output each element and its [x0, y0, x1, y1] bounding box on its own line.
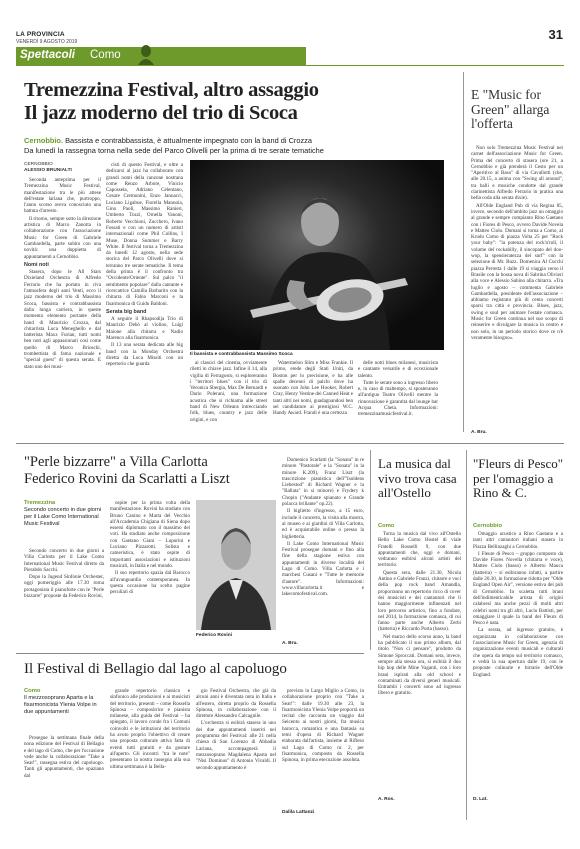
bellagio-kicker: Como: [24, 688, 41, 694]
fleurs-p3: La serata, ad ingresso gratuito, è organizzata in collaborazione con l'associazione Music for Green, agenzia di organizzazione eventi musicali e culturali che opera da tempo sul territorio comasco, e vedrà la sua apertura dalle 19, con le proposte culinarie e birrarie dell'Olde England.: [473, 627, 563, 678]
main-headline-1: Tremezzina Festival, altro assaggio: [24, 79, 319, 101]
main-col-3: [190, 360, 267, 435]
section-rule: [16, 65, 564, 66]
main-col3-p1: ai classici del cinema, ovviamente riletti in chiave jazz. Infine il 14, alla vigilia di Ferragosto, si esploreranno i "territori blues" con il trio di Veronica Sbergia, Max De Bernardi e Dario Polerani, una formazione acustica che si richiama alle street band di New Orleans intrecciando folk, blues, country e jazz delle origini, e con: [190, 360, 267, 423]
main-col2-p3: Il 13 una serata dedicata alle big band con la Monday Orchestra diretta da Luca Missiti con un repertorio che guarda: [106, 342, 183, 368]
issue-date: VENERDÌ 9 AGOSTO 2019: [16, 39, 78, 45]
perle-signature: A. Bru.: [282, 641, 298, 646]
section-bar: [16, 47, 306, 65]
perle-headline-1: "Perle bizzarre" a Villa Carlotta: [24, 454, 208, 470]
deck-line-2: Da lunedì la rassegna torna nella sede del Parco Olivelli per la prima di tre serate tematiche: [24, 145, 324, 155]
page-number: 31: [548, 27, 563, 42]
main-col1-p2: Il ritorno, sempre sotto la direzione artistica di Marco Zanotta in collaborazione con l'associazione Music for Green di Gabriele Gambardella, parte subito con una novità: una doppietta di appuntamenti a Cernobbio.: [24, 215, 101, 260]
bellagio-col4-p1: previsto in Largo Miglio a Como, in collaborazione proprio con "Take a Seat!": dalle 19.30 alle 23, la fisarmonicista Ylenia Volpe proporrà un recital che racconta un viaggio dal Seicento ai nostri giorni, fra musica barocca, romantica e una fantasia su temi d'opera di Richard Wagner elaborata dall'artista, insieme al Rifleso sul Lago di Como nr. 2, per fisarmonica, composto da Rossella Spinosa, in prima esecuzione assoluta.: [282, 688, 364, 764]
byline-author: ALESSIO BRUNIALTI: [24, 168, 72, 173]
sidebar-signature: A. Bru.: [471, 430, 487, 435]
main-col2-p1: cisti di questo Festival, e oltre a dedicarsi al jazz ha collaborato con grandi nomi della canzone nostrana come Renzo Arbore, Vinicio Capossela, Adriano Celentano, Cesare Cremonini, Enzo Jannacci, Luciano Ligabue, Fiorella Mannoia, Gino Paoli, Massimo Ranieri, Umberto Tozzi, Ornella Vanoni, Roberto Vecchioni, Zucchero, Ivano Fossati e con un numero di artisti internazionali come Phil Collins, I Muse, Donna Summer e Barry White. Il festival torna a Tremezzina da lunedì 12 agosto, nella sede storica del Parco Olivelli dove si terranno tre serate tematiche. Il tema della prima è il confronto tra "Occidente/Oriente". Sul palco "il sentimento popolare" dalla cantante e ricercatrice Camilla Barbarito con la chitarra di Fabio Marconi e la fisarmonica di Guido Baldoni.: [106, 162, 183, 307]
deck-text: Bassista e contrabbassista, è attualmente impegnato con la band di Crozza: [65, 136, 312, 145]
bellagio-col2-p1: grande repertorio classico e sinfonico alle produzioni e ai musicisti del territorio, presenti – come Rossella Spinosa – compositrice e pianista milanese, alla guida del Festival – ha spiegato, il lavoro corale fra i Comuni coinvolti e le istituzioni del territorio ha avuto proprio l'obiettivo di creare una proposta culturale attiva fatta di eventi tutti gratuiti e da gustare all'aperto. Gli incontri "tra le note" presentano la nostra rassegna alla sua ultima settimana è la Bella-: [110, 688, 190, 770]
ostello-p3: Nel marzo dello scorso anno, la band ha pubblicato il suo primo album, dal titolo "Non ci pensare", prodotto da Simone Sproccati. Domani sera, invece, sempre alla stessa ora, si esibirà il duo hip hop delle Mine Vaganti, con i loro brani ispirati alla old school e contaminati da diversi generi musicali. Entrambi i concerti sono ad ingresso libero e gratuito.: [378, 633, 461, 697]
main-col-1: [24, 177, 101, 369]
perle-col3-p1: Domenico Scarlatti (la "Sonata" in re minore "Pastorale" e la "Sonata" in la minore K.209), Franz Liszt (la trascrizione pianistica dell'"Isoldens Liebestod" di Richard Wagner e la "Ballata" in si minore) e Frydery k Chopin ("Andante spianato e Grande polacca brillante" op.22).: [282, 457, 364, 508]
main-photo-caption: Il bassista e contrabbassista Massimo Scoca: [190, 352, 293, 357]
pianist-photo: [196, 500, 276, 630]
perle-col-2: [110, 500, 190, 642]
rule-bellagio: [16, 653, 364, 654]
perle-col1-p1: Secondo concerto in due giorni a Villa Carlotta per il Lake Como International Music Festival diretto da Pierabdo Sacchi.: [24, 548, 104, 573]
section-name: Spettacoli: [20, 49, 75, 61]
main-photo: [190, 160, 444, 350]
sidebar-p2: All'Olde England Pub di via Regina 85, invece, secondo dell'ambito jazz un omaggio al grande e sempre compianto Rino Gaetano con i Fiores di Pesco, ovvero Davide Novela e Matteo Ciolo. Domani si torna a Como, al Krudo Como di piazza Volta 25 per "Rock your baby": "la potenza del rock'n'roll, il volume del rockabilly, il sincopato del doo-wop, la spensieratezza del surf" con la selezione di Mr. Buzz. Domenica Al Cucchi piazza Perretta 1 dalle 19 si viaggia verso il Brasile con la bossa nova di Sabrina Olivieri alla voce e Alessio Sabino alla chitarra. «Tra luglio e agosto – commenta Gabriele Gambardella, presidente dell'associazione – abbiamo registrato più di cento concerti sparsi tra città e provincia. Blues, jazz, swing e soul per animare l'estate comasca. Music for Green continua nel suo scopo di reinserire e divulgare la musica in centro e non solo, in un periodo storico dove ce n'è veramente bisogno».: [471, 202, 563, 341]
perle-col1-p2: Dopo la Jugend Sinfonie Orchester, oggi pomeriggio alle 17.30 torna protagonista il pianoforte con le "Perle bizzarre" proposte da Federico Rovini,: [24, 574, 104, 600]
main-col1-p1: Seconda anteprima per il Tremezzina Music Festival, manifestazione tra le più attese dell'estate lariana che, purtroppo, l'anno scorso aveva conosciuto una battuta d'arresto.: [24, 177, 101, 215]
ostello-p2: Questa sera, dalle 21.30, Nicola Antino e Gabriele Franzi, chitarre e voci della pop rock band Amandla, proporranno un repertorio ricco di cover dei musicisti e dei cantautori che li hanno maggiormente influenzati nel loro percorso artistico, fino a fondare, nel 2014, la formazione comasca, di cui fanno parte anche Alberto Zerbi (batteria) e Riccardo Porta (basso).: [378, 569, 461, 633]
perle-col3-p2: Il biglietto d'ingresso, a 15 euro, include il concerto, la visita alla mostra, al museo e ai giardini di Villa Carlotta, ed è acquistabile online o presso la biglietteria.: [282, 508, 364, 540]
deck-place: Cernobbio.: [24, 136, 64, 145]
fleurs-kicker: Cernobbio: [473, 523, 502, 529]
main-col5-p1: delle notti blues milanesi, musicista e cantante versatile e di eccezionale talento.: [358, 360, 438, 379]
main-byline: [24, 162, 72, 174]
sidebar-divider: [463, 72, 464, 432]
byline-city: CERNOBBIO: [24, 162, 53, 167]
perle-deck: Secondo concerto in due giorni per il Lake Como International Music Festival: [24, 507, 102, 527]
fleurs-p1: Omaggio acustico a Rino Gaetano e a tanti altri cantautori italiani stasera in Piazza Bellinzaghi a Cernobbio.: [473, 531, 563, 550]
perle-col-1: [24, 548, 104, 643]
main-col1-subhead: Nomi noti: [24, 261, 49, 268]
bellagio-col-2: [110, 688, 190, 814]
main-deck: [24, 136, 444, 155]
bellagio-signature: Dalila Lattanzi: [282, 810, 315, 815]
ostello-divider: [370, 450, 371, 650]
main-col2-p2: A seguire il Rhapsodija Trio di Maurizio Dehò al violino, Luigi Maione alla chitarra e Nadio Marenco alla fisarmonica.: [106, 316, 183, 342]
perle-kicker: Tremezzina: [24, 500, 56, 506]
perle-col-3: [282, 457, 364, 639]
main-headline-2: Il jazz moderno del trio di Scoca: [24, 102, 298, 124]
main-col4-p1: Watermelon Slim e Miss Frankie. Il primo, erede degli Stati Uniti, da Boston per lo precisione, e ha alle spalle decenni di palchi dove ha suonato con John Lee Hooker, Robert Cray, Henry Vestine dei Canned Heat e tanti altri nei nomi, guadagnandosi ben sei candidature ai prestigiosi W.C. Handy Award. Frandi è una certezza: [273, 360, 353, 417]
main-col-2: [106, 162, 183, 369]
fleurs-p2: I Fleure di Pesco – gruppo composto da Davide Fiores Novella (chitarra e voce), Matteo Ciolo (basso) e Alberto Mauca (batteria) – si esibiranno infatti, a partire dalle 20.30, in formazione ridotta per "Olde England Open Air", versione estiva del pub di Cernobbio. In scaletta tutti brani dell'indimenticabile artista di origini calabresi ma anche pezzi di molti altri celebri nomi tra gli altri, Lucio Battisti, per omaggiare il quale la band dei Fleurs di Pesco è nata.: [473, 550, 563, 627]
paper-name: LA PROVINCIA: [16, 31, 65, 38]
perle-photo-caption: Federico Rovini: [196, 633, 232, 638]
perle-col2-p2: Il suo repertorio spazia dal Barocco all'avanguardia contemporanea. In questa occasione ha scelto pagine peculiari di: [110, 570, 190, 596]
bellagio-col1-p1: Prosegue la settimana finale della nona edizione del Festival di Bellagio e del lago di Como, che per l'occasione vede anche la collaborazione "Take a Seat!", rassegna estiva del capoluogo. Tanti gli appuntamenti, che spaziano dal: [24, 735, 104, 779]
ostello-signature: A. Ros.: [378, 797, 395, 802]
section-portrait-icon: [136, 43, 156, 65]
fleurs-headline: "Fleurs di Pesco" per l'omaggio a Rino & C.: [473, 456, 564, 500]
rule-mid: [16, 443, 564, 444]
bellagio-col-4: [282, 688, 364, 808]
main-col1-p3: Stasera, dopo le All Stars Dixieland Orchestra di Alfredo Ferrario che ha portato in riva l'atmosfera degli anni Venti, ecco il jazz moderno del trio di Massimo Scoca, bassista e contrabbassista dalla lunga carriera, in queste momento elemento portante della band di Maurizio Crozza, dal chitarrista Luca Meneghello e dal batterista Maxx Furian, tutti nomi ben noti agli appassionati così come quello di Marco Brioschi, trombettista di fama nazionale e "special guest" di questa serata. E stato uno dei musi-: [24, 269, 101, 369]
section-city: Como: [90, 49, 121, 61]
sidebar-p1: Non solo Tremezzina Music Festival nei carnet dell'associazione Music for Green. Prima del concerto di stasera (ore 21, a Cernobbio e già prenderà il Cesto per un "Aperitivo al Baso" di via Cavallotti (che, alle 20.15, a anima con "Swing all around", tra balli e musiche condotte dal grande clarinettista Alfredo Ferrario in pratica una bella coda alla serata dixie).: [471, 145, 563, 202]
main-col-5: [358, 360, 438, 435]
main-col2-subhead: Serata big band: [106, 308, 147, 315]
ostello-p1: Torna la musica dal vivo all'Ostello Bello Lake Como Hostel di viale Fratelli Rosselli 9, con due appuntamenti che, oggi e domani, vedranno esibirsi alcuni artisti del territorio.: [378, 531, 461, 569]
main-col-4: [273, 360, 353, 435]
perle-col3-p3: Il Lake Como International Music Festival prosegue domani e fino alla fine della stagione estiva con appuntamenti in diverse località del Lago di Como. Villa Carlotta e i marchesi Cusani e "Tutte le memorie d'autore". Informazioni: www.villacarlotta.it e lakecomofestival.com.: [282, 540, 364, 598]
fleurs-divider: [466, 450, 467, 820]
ostello-text: [378, 531, 461, 793]
bellagio-col-3: [196, 688, 276, 814]
perle-photo: [196, 500, 276, 630]
bellagio-col3-p1: gio Festival Orchestra, che già da alcuni anni è diventata nota in Italia e all'estero, diretta proprio da Rossella Spinosa, in collaborazione con il direttore Alessandro Calcagnile.: [196, 688, 276, 720]
perle-headline-2: Federico Rovini da Scarlatti a Liszt: [24, 471, 230, 487]
sidebar-text: [471, 145, 563, 427]
fleurs-signature: D. Lat.: [473, 797, 488, 802]
main-col5-p2: Tutte le serate sono a ingresso libero e, in caso di maltempo, si sposteranno all'antiguo Teatro Olivelli mentre la rinnovazione è garantita dal lounge bar Acqua Cheta. Informazioni: tremezzinamusicfestival.it.: [358, 379, 438, 418]
sidebar-headline: E "Music for Green" allarga l'offerta: [471, 87, 550, 131]
perle-col2-p1: ospite per la prima volta della manifestazione. Rovini ha studiato con Bruno Canino e Marta del Vecchio all'Accademia Chigiana di Siena dopo essersi diplomato con il massimo dei voti. Ha studiato anche composizione con Gaetano Giani – Luporini e Luciano Pizzarotti. Solista e cameristica, è stato ospite di importanti associazioni e istituzioni musicali, in Italia e nel mondo.: [110, 500, 190, 569]
bellagio-col-1: [24, 735, 104, 815]
ostello-kicker: Como: [378, 523, 395, 529]
ostello-headline: La musica dal vivo trova casa all'Ostello: [378, 456, 457, 500]
fleurs-text: [473, 531, 563, 793]
bellagio-headline: Il Festival di Bellagio dal lago al capoluogo: [24, 661, 287, 677]
bellagio-col3-p2: L'orchestra si esibirà stasera in uno dei due appuntamenti inseriti nel programma del Festival: alle 21 nella chiesa di San Lorenzo di Abbadia Lariana, accompagnerà il mezzosoprano Magdalena Aparta nel "Nisi Dominus" di Antonio Vivaldi. Il secondo appuntamento è: [196, 720, 276, 771]
bellagio-deck: Il mezzosoprano Aparta e la fisarmonicista Ylenia Volpe in due appuntamenti: [24, 695, 97, 715]
bassist-photo: [190, 160, 444, 350]
